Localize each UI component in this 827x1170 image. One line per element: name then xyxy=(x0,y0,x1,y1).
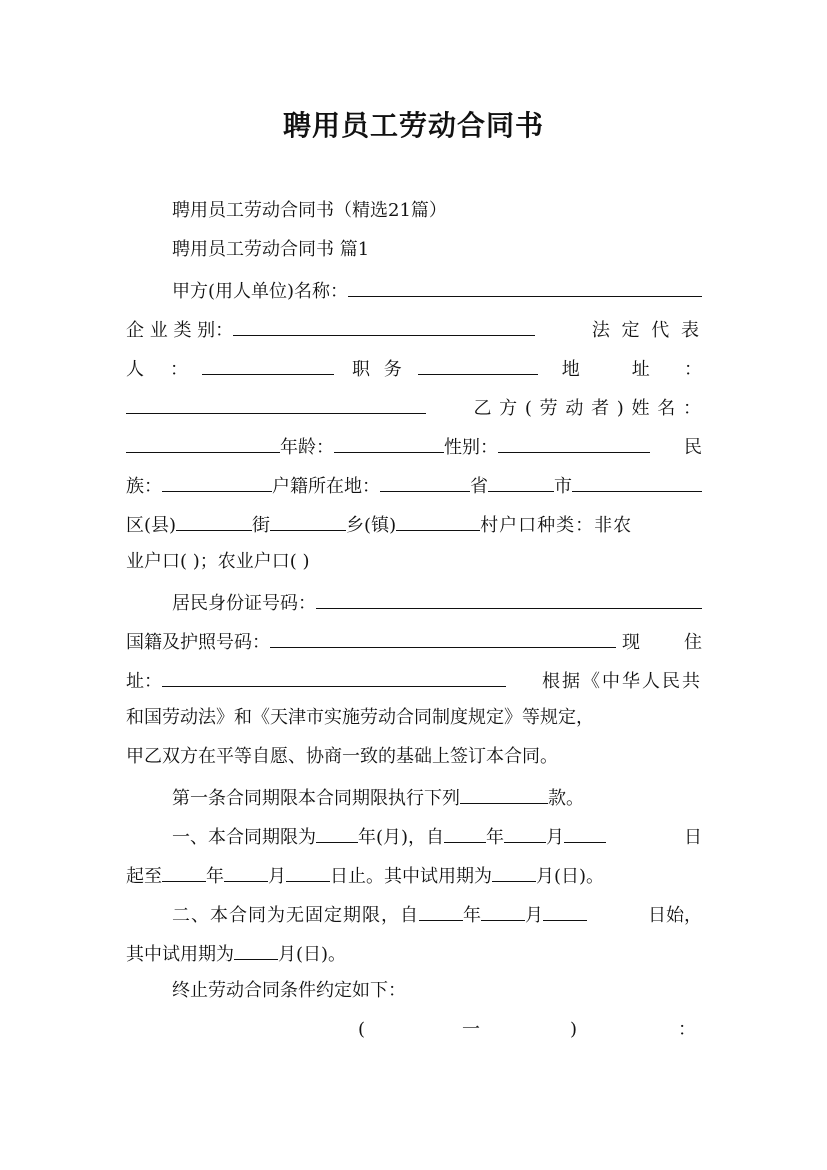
law-basis-text: 根据《中华人民共 xyxy=(542,671,702,692)
blank-rep xyxy=(202,354,334,375)
blank-start-year xyxy=(444,822,486,843)
current-label-2: 住 xyxy=(684,632,702,653)
province-label: 省 xyxy=(470,476,488,497)
month-label-2: 月 xyxy=(268,866,286,887)
option1-probation-unit: 月(日)。 xyxy=(536,866,605,887)
blank-province xyxy=(380,471,470,492)
party-b-line xyxy=(126,393,702,419)
colon-1: ： xyxy=(170,359,188,380)
blank-name xyxy=(126,432,280,453)
blank-position xyxy=(418,354,538,375)
blank-term-years xyxy=(316,822,358,843)
party-a-line xyxy=(172,276,702,302)
blank-ethnic xyxy=(162,471,272,492)
option2-start: 日始， xyxy=(648,905,702,926)
person-label: 人 xyxy=(126,359,144,380)
passport-line xyxy=(126,627,702,653)
blank-end-year xyxy=(162,861,206,882)
position-label: 职 务 xyxy=(352,359,406,380)
current-address-line xyxy=(126,666,702,692)
rep-line xyxy=(126,354,702,380)
blank-probation-1 xyxy=(492,861,536,882)
option1-from: 年(月)，自 xyxy=(358,827,445,848)
blank-passport xyxy=(270,627,616,648)
option2-line xyxy=(172,900,702,926)
option2-probation-unit: 月(日)。 xyxy=(278,944,347,965)
blank-probation-2 xyxy=(234,939,278,960)
chapter-heading: 聘用员工劳动合同书 篇1 xyxy=(172,239,370,260)
option1-line xyxy=(172,822,702,848)
id-line xyxy=(172,588,702,614)
party-a-label: 甲方(用人单位)名称： xyxy=(172,281,349,302)
month-label-3: 月 xyxy=(525,905,543,926)
option2-text: 二、本合同为无固定期限，自 xyxy=(172,905,419,926)
article1-intro-text: 第一条合同期限本合同期限执行下列 xyxy=(172,788,460,809)
option2-line-2 xyxy=(126,939,702,965)
legal-rep-label: 法 定 代 表 xyxy=(591,320,702,341)
household-label: 户籍所在地： xyxy=(272,476,380,497)
option2-probation: 其中试用期为 xyxy=(126,944,234,965)
address-label-2: 址 xyxy=(631,359,650,380)
article1-intro xyxy=(172,783,702,809)
option1-text: 一、本合同期限为 xyxy=(172,827,316,848)
household-line xyxy=(126,471,702,497)
paren-open: ( xyxy=(358,1019,366,1040)
ethnic-label-1: 民 xyxy=(684,437,702,458)
id-label: 居民身份证号码： xyxy=(172,593,316,614)
hukou-line: 业户口( )；农业户口( ) xyxy=(126,551,310,572)
blank-current-address xyxy=(162,666,506,687)
enterprise-type-label: 企 业 类 别： xyxy=(126,320,234,341)
day-label-1: 日 xyxy=(684,827,702,848)
option1-probation: 日止。其中试用期为 xyxy=(330,866,492,887)
article1-intro-end: 款。 xyxy=(548,788,584,809)
paren-close: ) xyxy=(570,1019,578,1040)
party-b-label: 乙 方 ( 劳 动 者 ) 姓 名 ： xyxy=(473,398,702,419)
city-label: 市 xyxy=(554,476,572,497)
subtitle: 聘用员工劳动合同书（精选21篇） xyxy=(172,200,447,221)
gender-label: 性别： xyxy=(444,437,498,458)
item-colon: ： xyxy=(678,1019,696,1040)
blank-street xyxy=(176,510,252,531)
blank-open-month xyxy=(481,900,525,921)
colon-2: ： xyxy=(684,359,702,380)
village-type-label: 村户口种类：非农 xyxy=(480,515,633,536)
blank-end-day xyxy=(286,861,330,882)
year-label-2: 年 xyxy=(206,866,224,887)
law-text-line-3: 甲乙双方在平等自愿、协商一致的基础上签订本合同。 xyxy=(126,746,558,767)
termination-heading: 终止劳动合同条件约定如下： xyxy=(172,980,406,1001)
blank-address xyxy=(126,393,426,414)
ethnic-label-2: 族： xyxy=(126,476,162,497)
blank-open-day xyxy=(543,900,587,921)
year-label-3: 年 xyxy=(463,905,481,926)
blank-open-year xyxy=(419,900,463,921)
termination-item-1 xyxy=(126,1017,702,1043)
district-label: 区(县) xyxy=(126,515,177,536)
township-label: 乡(镇) xyxy=(346,515,397,536)
blank-age xyxy=(334,432,444,453)
month-label-1: 月 xyxy=(546,827,565,848)
blank-end-month xyxy=(224,861,268,882)
address-label-1: 地 xyxy=(561,359,580,380)
street-label: 街 xyxy=(252,515,271,536)
blank-city xyxy=(488,471,554,492)
blank-enterprise-type xyxy=(233,315,535,336)
current-address-label: 址： xyxy=(126,671,162,692)
district-line xyxy=(126,510,702,536)
age-label: 年龄： xyxy=(280,437,334,458)
blank-start-day xyxy=(564,822,606,843)
blank-article-option xyxy=(460,783,548,804)
blank-id xyxy=(316,588,702,609)
year-label-1: 年 xyxy=(486,827,505,848)
enterprise-line xyxy=(126,315,702,341)
blank-district xyxy=(572,471,702,492)
current-label-1: 现 xyxy=(622,632,640,653)
law-text-line-2: 和国劳动法》和《天津市实施劳动合同制度规定》等规定， xyxy=(126,707,594,728)
age-line xyxy=(126,432,702,458)
blank-township xyxy=(270,510,346,531)
blank-party-a xyxy=(348,276,702,297)
passport-label: 国籍及护照号码： xyxy=(126,632,270,653)
item-number: 一 xyxy=(462,1019,480,1040)
option1-line-2 xyxy=(126,861,702,887)
option1-until: 起至 xyxy=(126,866,162,887)
blank-village xyxy=(396,510,480,531)
page-title: 聘用员工劳动合同书 xyxy=(282,109,544,142)
blank-gender xyxy=(498,432,650,453)
blank-start-month xyxy=(504,822,546,843)
